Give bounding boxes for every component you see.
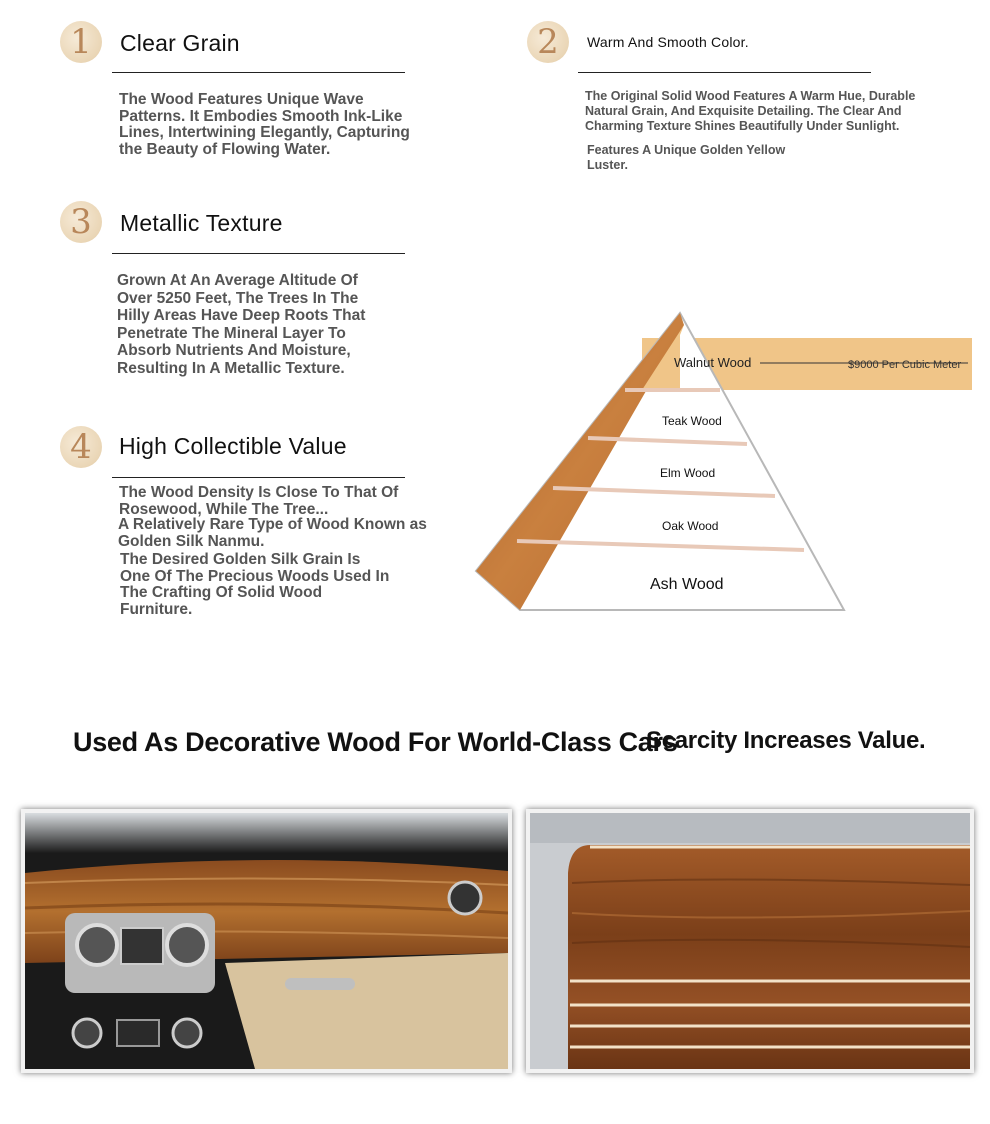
feature-divider — [578, 72, 871, 73]
feature-text — [120, 552, 390, 618]
price-label: $9000 Per Cubic Meter — [848, 359, 962, 371]
feature-divider — [112, 477, 405, 478]
feature-paragraph: Features A Unique Golden Yellow Luster. — [587, 143, 786, 172]
feature-title-warm-color: Warm And Smooth Color. — [587, 34, 749, 50]
wood-ranking-pyramid — [470, 305, 980, 620]
wood-panel-illustration — [530, 813, 970, 1069]
feature-text — [118, 517, 438, 550]
level-label-elm: Elm Wood — [660, 466, 716, 480]
feature-text — [117, 272, 392, 378]
banner-left-heading: Used As Decorative Wood For World-Class Cars — [73, 727, 678, 757]
feature-paragraph: Grown At An Average Altitude Of Over 5250 Feet, The Trees In The Hilly Areas Have Deep Roots That Penetrate The Mineral Layer To Absorb Nutrients And Moisture, Resulting In A Metallic Texture. — [117, 272, 366, 377]
feature-paragraph: The Original Solid Wood Features A Warm Hue, Durable Natural Grain, And Exquisite Detailing. The Clear And Charming Texture Shines Beautifully Under Sunlight. — [585, 89, 916, 133]
feature-paragraph: The Wood Density Is Close To That Of Rosewood, While The Tree... — [119, 484, 399, 518]
number-badge-1: 1 — [60, 21, 102, 63]
wood-panel-photo — [526, 809, 974, 1073]
feature-text — [587, 143, 812, 173]
car-dashboard-illustration — [25, 813, 508, 1069]
feature-title-collectible-value: High Collectible Value — [119, 433, 347, 459]
level-label-walnut: Walnut Wood — [674, 355, 752, 370]
feature-paragraph: The Wood Features Unique Wave Patterns. It Embodies Smooth Ink-Like Lines, Intertwining Elegantly, Capturing the Beauty of Flowing Water. — [119, 91, 410, 158]
level-label-teak: Teak Wood — [662, 414, 722, 428]
feature-text — [119, 92, 419, 158]
feature-paragraph: The Desired Golden Silk Grain Is One Of The Precious Woods Used In The Crafting Of Solid Wood Furniture. — [120, 551, 390, 618]
feature-divider — [112, 253, 405, 254]
level-label-ash: Ash Wood — [650, 576, 724, 593]
feature-title-metallic-texture: Metallic Texture — [120, 210, 283, 236]
number-badge-4: 4 — [60, 426, 102, 468]
feature-text — [585, 89, 940, 134]
banner-right-heading: Scarcity Increases Value. — [646, 727, 926, 754]
feature-title-clear-grain: Clear Grain — [120, 30, 240, 56]
number-badge-2: 2 — [527, 21, 569, 63]
level-label-oak: Oak Wood — [662, 519, 719, 533]
feature-paragraph: A Relatively Rare Type of Wood Known as Golden Silk Nanmu. — [118, 516, 427, 550]
feature-text — [119, 485, 419, 518]
car-dashboard-photo — [21, 809, 512, 1073]
number-badge-3: 3 — [60, 201, 102, 243]
feature-divider — [112, 72, 405, 73]
